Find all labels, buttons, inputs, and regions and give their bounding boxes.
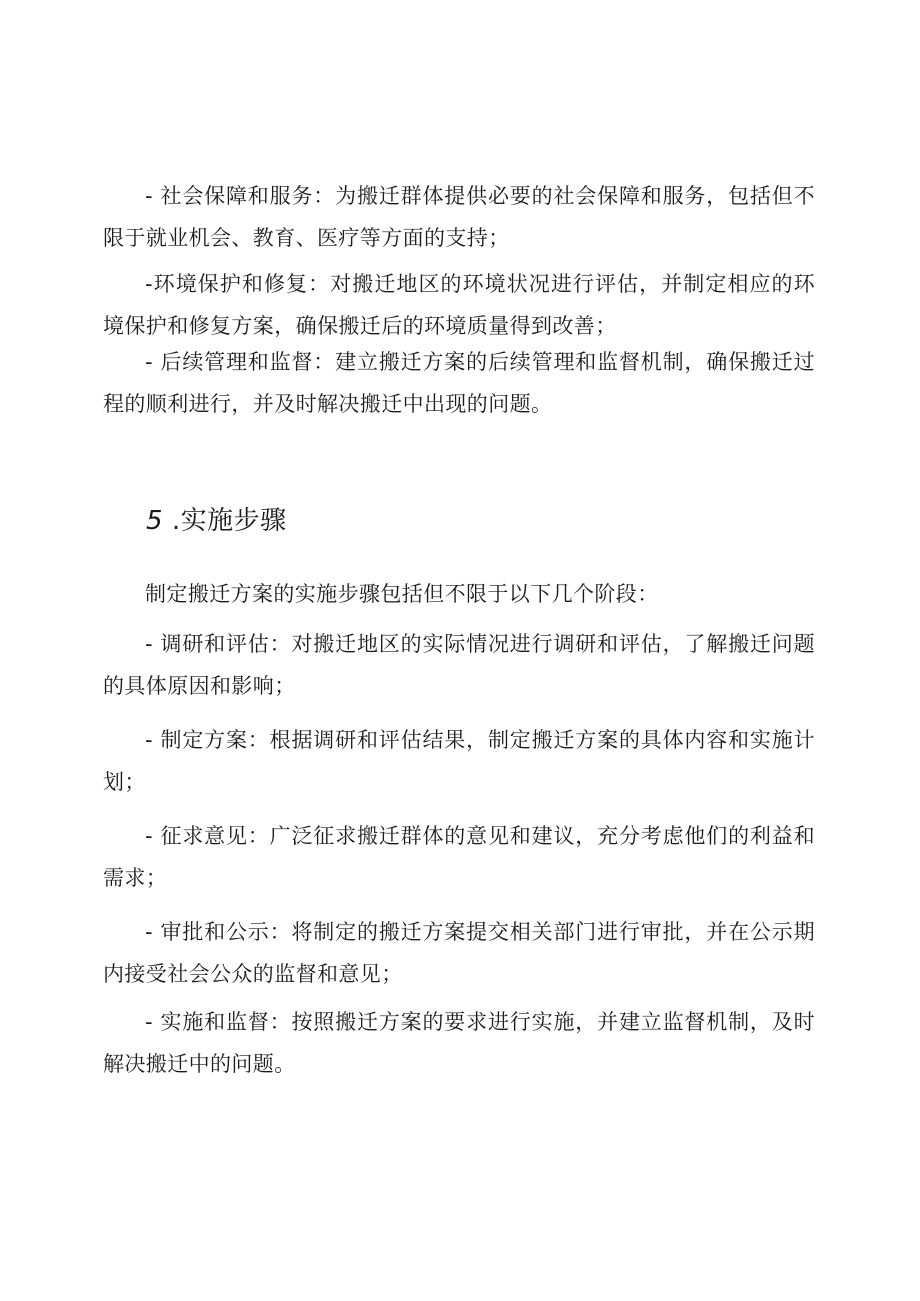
step-research: - 调研和评估：对搬迁地区的实际情况进行调研和评估，了解搬迁问题的具体原因和影响； <box>103 632 815 698</box>
step-implementation: - 实施和监督：按照搬迁方案的要求进行实施，并建立监督机制，及时解决搬迁中的问题。 <box>103 1010 815 1076</box>
step-approval: - 审批和公示：将制定的搬迁方案提交相关部门进行审批，并在公示期内接受社会公众的监督和意见； <box>103 920 815 986</box>
step-opinions: - 征求意见：广泛征求搬迁群体的意见和建议，充分考虑他们的利益和需求； <box>103 824 815 890</box>
list-item-environment: -环境保护和修复：对搬迁地区的环境状况进行评估，并制定相应的环境保护和修复方案，确保搬迁后的环境质量得到改善； <box>103 272 815 338</box>
section-number: 5 <box>146 506 164 536</box>
list-item-social-security: - 社会保障和服务：为搬迁群体提供必要的社会保障和服务，包括但不限于就业机会、教育、医疗等方面的支持； <box>103 184 815 250</box>
section-intro: 制定搬迁方案的实施步骤包括但不限于以下几个阶段： <box>145 582 659 606</box>
section-heading <box>146 501 287 541</box>
list-item-follow-up: - 后续管理和监督：建立搬迁方案的后续管理和监督机制，确保搬迁过程的顺利进行，并及时解决搬迁中出现的问题。 <box>103 350 815 416</box>
step-plan: - 制定方案：根据调研和评估结果，制定搬迁方案的具体内容和实施计划； <box>103 728 815 794</box>
section-title: .实施步骤 <box>171 506 287 536</box>
